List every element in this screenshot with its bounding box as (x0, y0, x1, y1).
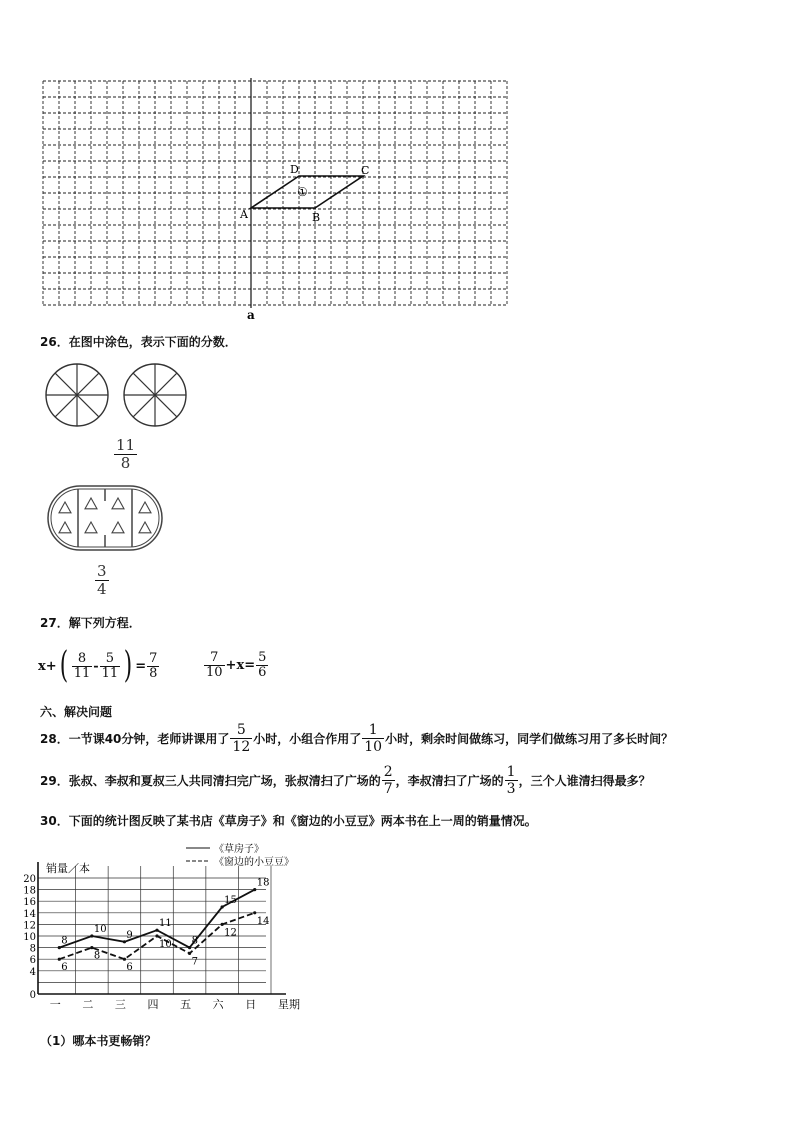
chart-x-tick-label: 二 (82, 998, 94, 1011)
q28-text-1: 28．一节课40分钟，老师讲课用了 (40, 732, 230, 746)
chart-x-tick-label: 一 (49, 998, 61, 1011)
q28-text-2: 小时，小组合作用了 (253, 732, 362, 746)
data-value-label: 10 (159, 939, 172, 950)
data-value-label: 18 (256, 877, 270, 889)
legend-label: 《窗边的小豆豆》 (214, 857, 294, 868)
chart-y-tick-label: 20 (23, 874, 36, 885)
fraction-numerator: 7 (149, 650, 158, 666)
legend-label: 《草房子》 (214, 844, 264, 855)
chart-y-tick-label: 4 (29, 966, 36, 978)
chart-legend (186, 842, 294, 868)
fraction-numerator: 2 (383, 764, 393, 780)
chart-y-ticks (23, 874, 36, 1001)
chart-x-axis-label: 星期 (278, 998, 300, 1011)
question-30: 30．下面的统计图反映了某书店《草房子》和《窗边的小豆豆》两本书在上一周的销量情况。 (40, 814, 537, 828)
capsule-triangles-figure (46, 484, 164, 554)
q28-text-3: 小时，剩余时间做练习，同学们做练习用了多长时间？ (385, 732, 674, 746)
fraction-numerator: 11 (116, 436, 136, 454)
fraction-denominator: 12 (232, 739, 251, 755)
fraction-11-8 (113, 437, 138, 472)
fraction-denominator: 8 (149, 665, 158, 681)
data-value-label: 9 (126, 929, 133, 941)
equation-1 (38, 645, 160, 686)
chart-y-tick-label: 6 (29, 955, 36, 967)
point-label-a: A (240, 208, 248, 221)
triangle-shape (139, 522, 151, 533)
triangle-shape (59, 522, 71, 533)
circle-eighths-1 (46, 364, 108, 426)
point-label-d: D (290, 163, 299, 176)
data-value-label: 11 (159, 918, 172, 930)
chart-x-ticks (50, 998, 256, 1011)
question-26: 26．在图中涂色，表示下面的分数． (40, 335, 237, 349)
series-point (155, 934, 158, 937)
fraction-denominator: 10 (206, 665, 223, 680)
fraction-numerator: 1 (506, 764, 516, 780)
chart-y-tick-label: 16 (23, 897, 36, 909)
triangle-shape (139, 502, 151, 513)
chart-x-tick-label: 三 (114, 998, 126, 1011)
q29-text-2: ，李叔清扫了广场的 (395, 774, 504, 788)
fraction-numerator: 5 (258, 650, 267, 665)
equals-sign: = (135, 658, 147, 674)
circle-eighths-2 (124, 364, 186, 426)
question-29 (40, 764, 651, 797)
chart-x-tick-label: 日 (245, 998, 257, 1011)
data-value-label: 8 (191, 935, 198, 947)
fraction-denominator: 10 (364, 739, 383, 755)
fraction-denominator: 11 (101, 665, 119, 681)
chart-y-axis-label: 销量／本 (46, 862, 90, 875)
triangle-shape (85, 522, 97, 533)
question-27: 27．解下列方程． (40, 616, 141, 630)
data-value-label: 7 (191, 956, 198, 968)
series-point (188, 952, 191, 955)
chart-y-tick-label: 10 (23, 932, 36, 943)
circled-one-label: ① (297, 185, 308, 199)
fraction-denominator: 7 (383, 781, 393, 797)
right-paren: ) (124, 645, 133, 686)
chart-y-tick-label: 8 (29, 943, 36, 955)
axis-label-a: a (247, 308, 255, 322)
data-value-label: 14 (256, 915, 270, 927)
q29-text-3: ，三个人谁清扫得最多？ (518, 774, 651, 788)
fraction-numerator: 8 (77, 650, 87, 666)
data-value-label: 6 (126, 962, 133, 974)
chart-x-tick-label: 六 (212, 998, 224, 1011)
circles-figure (44, 362, 194, 430)
fraction-numerator: 5 (236, 722, 246, 738)
data-value-label: 6 (61, 962, 68, 974)
chart-y-tick-label: 12 (23, 920, 36, 932)
fraction-denominator: 11 (73, 665, 91, 681)
data-value-label: 8 (61, 935, 68, 947)
data-value-label: 12 (224, 927, 237, 939)
q29-text-1: 29．张叔、李叔和夏叔三人共同清扫完广场，张叔清扫了广场的 (40, 774, 381, 788)
triangle-shape (112, 522, 124, 533)
series-point (221, 923, 224, 926)
series-point (123, 958, 126, 961)
fraction-numerator: 5 (105, 650, 115, 666)
left-paren: ( (59, 645, 68, 686)
series-point (58, 958, 61, 961)
fraction-numerator: 7 (210, 650, 219, 665)
question-28 (40, 722, 673, 755)
section-6-title: 六、解决问题 (40, 705, 113, 719)
triangle-shape (59, 502, 71, 513)
dashed-grid (43, 81, 507, 305)
point-label-b: B (312, 211, 321, 224)
fraction-3-4 (94, 563, 110, 598)
series-point (90, 946, 93, 949)
fraction-denominator: 4 (97, 580, 107, 598)
minus-sign: - (93, 658, 99, 674)
series-point (253, 911, 256, 914)
fraction-denominator: 8 (120, 454, 131, 472)
grid-figure (40, 78, 515, 323)
triangle-shape (112, 498, 124, 509)
data-value-label: 8 (93, 950, 101, 962)
fraction-denominator: 6 (258, 665, 267, 680)
fraction-numerator: 1 (368, 722, 378, 738)
plus-x-equals: +x= (225, 658, 256, 673)
fraction-denominator: 3 (506, 781, 516, 797)
chart-x-tick-label: 四 (147, 998, 159, 1011)
chart-y-tick-label: 14 (23, 908, 36, 920)
data-value-label: 10 (93, 924, 107, 935)
chart-y-tick-label: 18 (23, 885, 36, 897)
triangle-shape (85, 498, 97, 509)
chart-y-tick-label: 0 (29, 990, 36, 1001)
data-value-label: 15 (224, 895, 237, 906)
equation-2 (203, 651, 269, 680)
equation-prefix: x+ (38, 658, 57, 674)
question-30-part-1: （1）哪本书更畅销？ (40, 1034, 157, 1048)
chart-x-tick-label: 五 (180, 998, 192, 1011)
fraction-numerator: 3 (97, 562, 107, 580)
sales-line-chart (23, 842, 330, 1012)
point-label-c: C (361, 164, 370, 177)
triangles-group (59, 498, 151, 533)
